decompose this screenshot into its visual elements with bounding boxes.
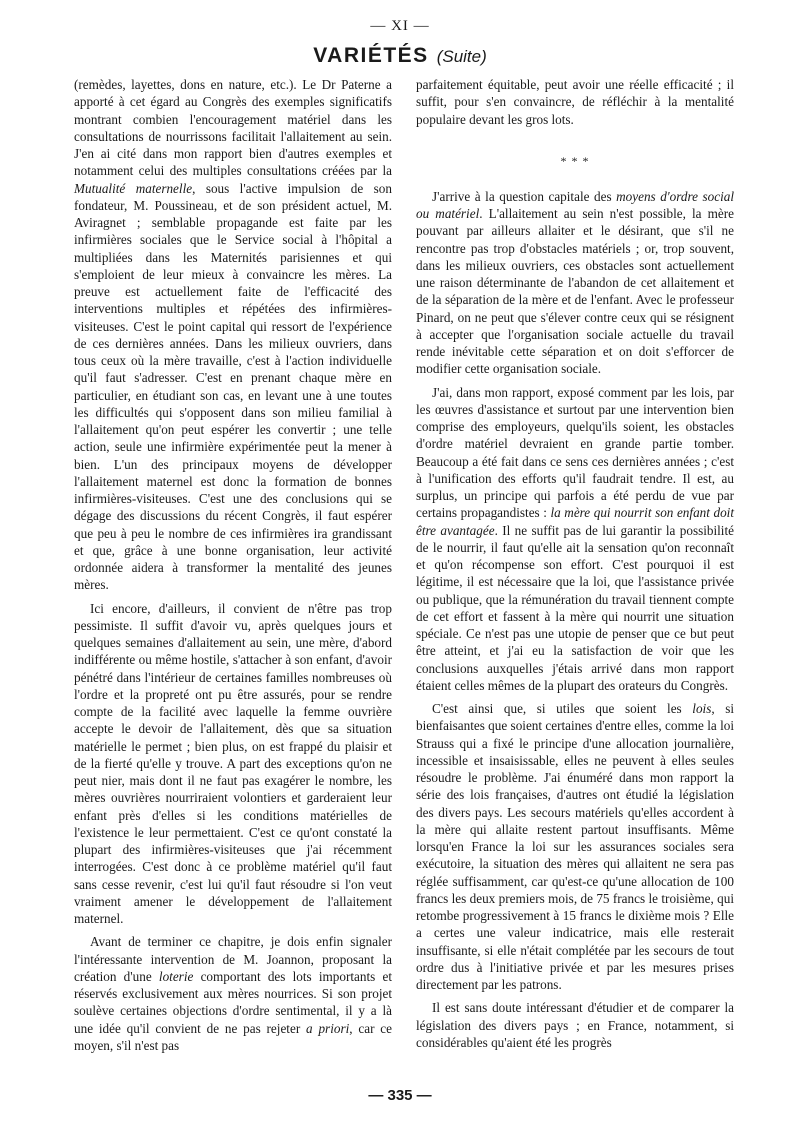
left-paragraph-2: Ici encore, d'ailleurs, il convient de n'être pas trop pessimiste. Il suffit d'avoir vu, après quelques jours et quelques semaines d'allaitement au sein, une mère, d'abord indifférente ou même hostile, s'attacher à son enfant, d'avoir pénétré dans l'intérieur de certaines familles nombreuses où l'ordre et la propreté ont pu être assurés, pour se rendre compte de la facilité avec laquelle la femme ouvrière accepte le devoir de l'allaitement, dès que sa situation matérielle le permet ; bien plus, on est frappé du plaisir et de la fierté qu'elle y trouve. A part des exceptions qu'on ne peut nier, mais dont il ne faut pas exagérer le nombre, les mères ouvrières nourriraient volontiers et garderaient leur enfant près d'elles si les conditions matérielles de l'existence le leur permettaient. C'est ce qu'ont constaté la plupart des infirmières-visiteuses que j'ai récemment interrogées. C'est donc à ce problème matériel qu'il faut sans cesse revenir, c'est lui qu'il faut résoudre si l'on veut vraiment amener le développement de l'allaitement maternel.	[74, 600, 392, 926]
section-separator-stars: * * *	[560, 153, 590, 168]
left-column	[74, 76, 392, 1054]
emphasis-mere-avantagee: la mère qui nourrit son enfant doit être avantagée	[416, 505, 734, 538]
left-paragraph-3: Avant de terminer ce chapitre, je dois enfin signaler l'intéressante intervention de M. Joannon, proposant la création d'une loterie comportant des lots importants et réservés exclusivement aux mères nourrices. Si son projet soulève certaines objections d'ordre sentimental, il y a là une idée qu'il convient de ne pas rejeter a priori, car ce moyen, s'il n'est pas	[74, 934, 393, 1053]
right-paragraph-1: parfaitement équitable, peut avoir une réelle efficacité ; il suffit, pour s'en convaincre, de réfléchir à la mentalité populaire devant les gros lots.	[416, 77, 734, 127]
section-heading	[0, 44, 800, 68]
emphasis-a-priori: a priori	[306, 1020, 350, 1036]
right-column	[416, 76, 734, 1051]
page-folio: — 335 —	[368, 1087, 432, 1104]
right-paragraph-2: J'arrive à la question capitale des moyens d'ordre social ou matériel. L'allaitement au sein n'est possible, la mère pouvant par ailleurs allaiter et le désirant, que s'il ne rencontre pas trop d'obstacles matériels ; or, trop souvent, dans les milieux ouvriers, ces obstacles sont actuellement une raison déterminante de l'abandon de cet allaitement et de la séparation de la mère et de l'enfant. Avec le professeur Pinard, on ne peut que s'élever contre ceux qui se résignent à accepter que l'organisation sociale actuelle du travail rende inévitable cette séparation et on doit s'efforcer de modifier cette organisation sociale.	[416, 188, 734, 377]
right-paragraph-3: J'ai, dans mon rapport, exposé comment par les lois, par les œuvres d'assistance et surtout par une intervention bien comprise des employeurs, quelqu'ils soient, les obstacles d'ordre matériel devraient en grande partie tomber. Beaucoup a été fait dans ce sens ces dernières années ; c'est à l'unification des efforts qu'il faudrait tendre. Il est, au surplus, un principe qui parfois a été perdu de vue par certains propagandistes : la mère qui nourrit son enfant doit être avantagée. Il ne suffit pas de lui garantir la possibilité de le nourrir, il faut qu'elle ait la sensation qu'on reconnaît et qu'on récompense son effort. C'est pourquoi il est légitime, il est nécessaire que la loi, que l'assistance privée ou publique, que la rémunération du travail tiennent compte de cet effort et fassent à la mère qui nourrit une situation spéciale. Ce n'est pas une utopie de penser que ce but peut être atteint, et j'ai eu la satisfaction de voir que les conclusions auxquelles j'étais arrivé dans mon rapport étaient celles mêmes de la plupart des orateurs du Congrès.	[416, 384, 734, 693]
emphasis-lois: lois	[692, 701, 712, 716]
left-paragraph-1: (remèdes, layettes, dons en nature, etc.). Le Dr Paterne a apporté à cet égard au Congrès des exemples significatifs montrant combien l'encouragement matériel dans les consultations de nourrissons facilitait l'allaitement au sein. J'en ai cité dans mon rapport bien d'autres exemples et notamment celui des multiples consultations créées par la Mutualité maternelle, sous l'active impulsion de son fondateur, M. Poussineau, et de son président actuel, M. Aviragnet ; semblable propagande est faite par les infirmières sociales que le Service social à l'hôpital a multipliées dans les Maternités parisiennes et qui s'emploient de leur mieux à convaincre les mères. La preuve est actuellement faite de l'efficacité des interventions multiples et répétées des infirmières-visiteuses. C'est le point capital qui ressort de l'expérience de ces dernières années. Dans les milieux ouvriers, dans tous ceux où la mère travaille, c'est à l'action individuelle qu'il faut s'adresser. C'est en prenant chaque mère en particulier, en étudiant son cas, en levant une à une toutes les difficultés qui s'opposent dans son milieu familial à l'allaitement qu'on peut espérer les convertir ; une telle action, seule une infirmière expérimentée peut la mener à bien. L'un des principaux moyens de développer l'allaitement maternel est donc la formation de bonnes infirmières-visiteuses. C'est une des conclusions qui se dégage des discussions du récent Congrès, il faut espérer que peu à peu le nombre de ces infirmières ira grandissant et que, grâce à une bonne organisation, leur activité ordonnée aidera à transformer la mentalité des jeunes mères.	[74, 77, 392, 593]
section-title-suffix: (Suite)	[436, 47, 487, 66]
section-title: VARIÉTÉS	[313, 44, 429, 67]
emphasis-mutualite: Mutualité maternelle	[74, 180, 193, 196]
section-page-number: — XI —	[370, 18, 430, 34]
emphasis-moyens: moyens d'ordre social ou matériel	[416, 188, 734, 221]
emphasis-loterie: loterie	[158, 968, 194, 984]
right-paragraph-4: C'est ainsi que, si utiles que soient les lois, si bienfaisantes que soient certaines d'entre elles, comme la loi Strauss qui a fixé le principe d'une allocation journalière, incessible et insaisissable, elles ne peuvent à elles seules résoudre le problème. J'ai énuméré dans mon rapport la série des lois françaises, d'autres ont étudié la législation des divers pays. Les secours matériels qu'elles accordent à la mère qui allaite restent partout insuffisants. Même lorsqu'en France la loi sur les assurances sociales sera exécutoire, la situation des mères qui allaitent ne sera pas réglée suffisamment, car qu'est-ce qu'une allocation de 100 francs les deux premiers mois, de 75 francs le troisième, qui retombe progressivement à 15 francs le dixième mois ? Elle a certes une valeur indicatrice, mais elle resterait insuffisante, si elle n'était complétée par les secours de tout ordre dus à l'initiative privée et par les mesures prises directement par les patrons.	[416, 701, 735, 992]
right-paragraph-5: Il est sans doute intéressant d'étudier et de comparer la législation des divers pays ; en France, notamment, si considérables qu'aient été les progrès	[416, 1000, 734, 1050]
